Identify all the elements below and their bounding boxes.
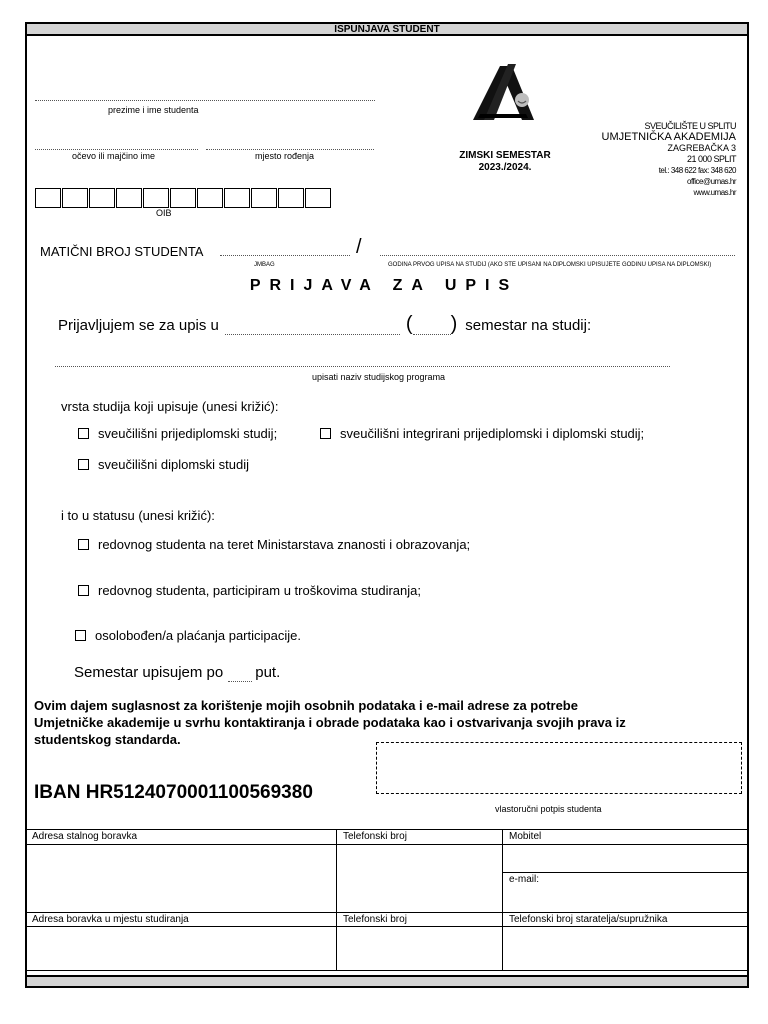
email-field[interactable]	[503, 886, 749, 912]
oib-digit-box[interactable]	[116, 188, 142, 208]
permanent-address-field[interactable]	[26, 845, 337, 913]
status-label: i to u statusu (unesi križić):	[61, 508, 215, 523]
status-option-participate[interactable]: redovnog studenta, participiram u troškovima studiranja;	[78, 583, 421, 598]
phone2-header: Telefonski broj	[337, 912, 503, 926]
oib-digit-box[interactable]	[278, 188, 304, 208]
iban: IBAN HR5124070001100569380	[34, 782, 313, 803]
mobile-header: Mobitel	[503, 830, 749, 845]
permanent-address-header: Adresa stalnog boravka	[26, 830, 337, 845]
oib-digit-box[interactable]	[170, 188, 196, 208]
address-table	[25, 829, 749, 971]
birthplace-line[interactable]	[206, 141, 374, 150]
maticni-label: MATIČNI BROJ STUDENTA	[40, 244, 204, 259]
institution-phone: tel.: 348 622 fax: 348 620	[658, 166, 736, 175]
program-line[interactable]	[55, 360, 670, 367]
signature-caption: vlastoručni potpis studenta	[495, 804, 602, 814]
phone2-field[interactable]	[337, 926, 503, 970]
header-bar	[25, 22, 749, 36]
jmbag-line[interactable]	[220, 249, 350, 256]
oib-digit-box[interactable]	[89, 188, 115, 208]
institution-street: ZAGREBAČKA 3	[667, 143, 736, 153]
form-title: PRIJAVA ZA UPIS	[249, 277, 519, 294]
repeat-sentence	[74, 664, 280, 682]
institution-academy: UMJETNIČKA AKADEMIJA	[601, 131, 736, 143]
institution-university: SVEUČILIŠTE U SPLITU	[644, 121, 736, 131]
guardian-phone-header: Telefonski broj staratelja/supružnika	[503, 912, 749, 926]
checkbox[interactable]	[78, 539, 89, 550]
first-year-line[interactable]	[380, 249, 735, 256]
checkbox[interactable]	[75, 630, 86, 641]
header-title: ISPUNJAVA STUDENT	[334, 24, 440, 35]
semester-line2: 2023./2024.	[478, 162, 532, 173]
name-line[interactable]	[35, 92, 375, 101]
name-caption: prezime i ime studenta	[108, 105, 199, 115]
mobile-field[interactable]	[503, 845, 749, 873]
oib-digit-box[interactable]	[62, 188, 88, 208]
email-label: e-mail:	[503, 873, 749, 887]
signature-box[interactable]	[376, 742, 742, 794]
checkbox[interactable]	[78, 428, 89, 439]
enrol-paren-open: (	[405, 313, 413, 335]
repeat-count-line[interactable]	[228, 664, 252, 682]
checkbox[interactable]	[320, 428, 331, 439]
oib-digit-box[interactable]	[35, 188, 61, 208]
maticni-slash: /	[356, 236, 362, 258]
first-year-caption: GODINA PRVOG UPISA NA STUDIJ (AKO STE UPISANI NA DIPLOMSKI UPISUJETE GODINU UPISA NA DIPLOMSKI)	[388, 262, 712, 268]
enrol-prefix: Prijavljujem se za upis u	[58, 317, 219, 334]
guardian-phone-field[interactable]	[503, 926, 749, 970]
study-address-header: Adresa boravka u mjestu studiranja	[26, 912, 337, 926]
oib-digit-box[interactable]	[305, 188, 331, 208]
phone-field[interactable]	[337, 845, 503, 913]
program-caption: upisati naziv studijskog programa	[312, 372, 446, 382]
checkbox[interactable]	[78, 585, 89, 596]
institution-web: www.umas.hr	[693, 188, 736, 197]
consent-text	[34, 697, 626, 748]
study-option-graduate[interactable]: sveučilišni diplomski studij	[78, 457, 249, 472]
oib-digit-box[interactable]	[251, 188, 277, 208]
enrol-suffix: semestar na studij:	[465, 317, 592, 334]
checkbox[interactable]	[78, 459, 89, 470]
institution-email: office@umas.hr	[687, 177, 736, 186]
oib-digit-box[interactable]	[197, 188, 223, 208]
enrol-year-line[interactable]	[225, 317, 400, 335]
enrol-semester-line[interactable]	[413, 317, 451, 335]
oib-boxes[interactable]	[35, 188, 332, 208]
semester-line1: ZIMSKI SEMESTAR	[459, 150, 551, 161]
oib-caption: OIB	[156, 208, 172, 218]
consent-line3: studentskog standarda.	[34, 732, 181, 747]
enrol-paren-close: )	[450, 313, 458, 335]
academy-logo-icon	[470, 60, 536, 122]
institution-address	[602, 121, 736, 198]
oib-digit-box[interactable]	[143, 188, 169, 208]
repeat-prefix: Semestar upisujem po	[74, 664, 224, 681]
study-option-integrated[interactable]: sveučilišni integrirani prijediplomski i diplomski studij;	[320, 426, 644, 441]
study-option-undergrad[interactable]: sveučilišni prijediplomski studij;	[78, 426, 277, 441]
enrol-sentence	[58, 313, 591, 336]
phone-header: Telefonski broj	[337, 830, 503, 845]
study-type-label: vrsta studija koji upisuje (unesi križić):	[61, 399, 279, 414]
semester-info	[450, 150, 560, 174]
oib-digit-box[interactable]	[224, 188, 250, 208]
parent-caption: očevo ili majčino ime	[72, 151, 156, 161]
parent-name-line[interactable]	[35, 141, 198, 150]
consent-line2: Umjetničke akademije u svrhu kontaktiranja i obrade podataka kao i ostvarivanja svojih prava iz	[34, 715, 626, 730]
institution-city: 21 000 SPLIT	[686, 154, 736, 164]
jmbag-caption: JMBAG	[254, 262, 275, 268]
consent-line1: Ovim dajem suglasnost za korištenje mojih osobnih podataka i e-mail adrese za potrebe	[34, 698, 578, 713]
birthplace-caption: mjesto rođenja	[255, 151, 315, 161]
repeat-suffix: put.	[255, 664, 281, 681]
status-option-exempt[interactable]: osolobođen/a plaćanja participacije.	[75, 628, 301, 643]
footer-bar	[25, 975, 749, 988]
status-option-ministry[interactable]: redovnog studenta na teret Ministarstava znanosti i obrazovanja;	[78, 537, 470, 552]
study-address-field[interactable]	[26, 926, 337, 970]
